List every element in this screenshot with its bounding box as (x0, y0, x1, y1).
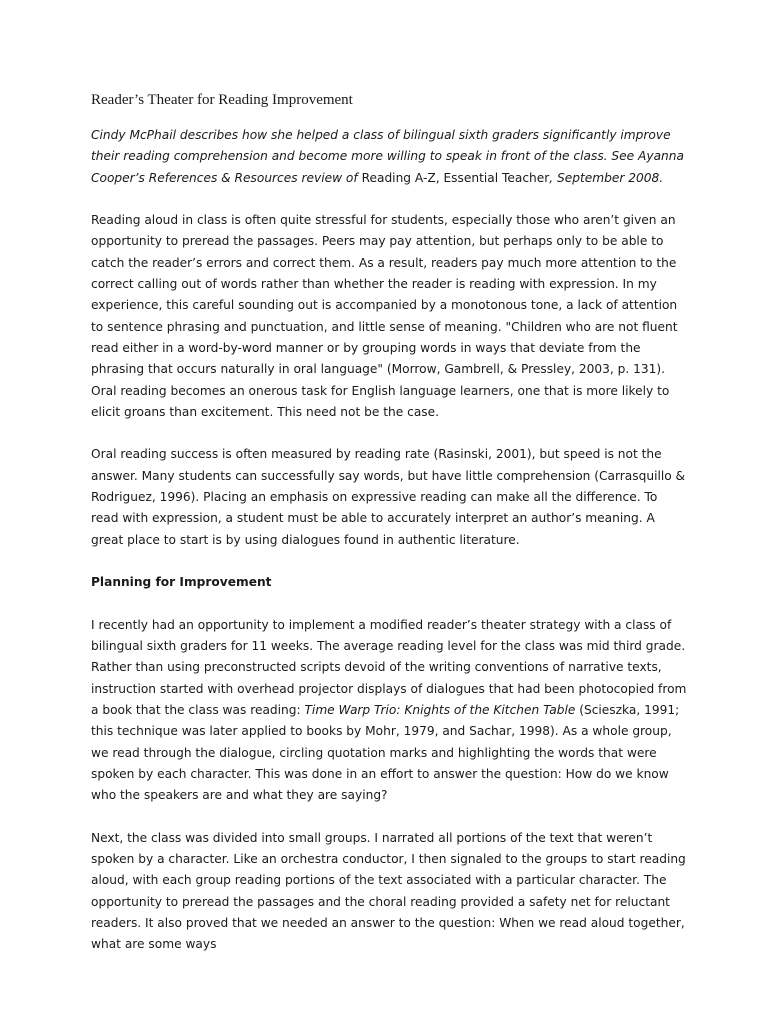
intro-separator: , (435, 170, 444, 185)
paragraph-3-text-end: (Scieszka, 1991; this technique was later applied to books by Mohr, 1979, and Sachar, 1998). As a whole group, we read through the dialogue, circling quotation marks and highlighting the words that were spoken by each character. This was done in an effort to answer the question: How do we know who the speakers are and what they are saying? (91, 703, 680, 803)
intro-paragraph (91, 125, 688, 189)
intro-reading-az: Reading A-Z (361, 170, 436, 185)
body-paragraph-4: Next, the class was divided into small groups. I narrated all portions of the text that weren’t spoken by a character. Like an orchestra conductor, I then signaled to the groups to start reading aloud, with each group reading portions of the text associated with a particular character. The opportunity to preread the passages and the choral reading provided a safety net for reluctant readers. It also proved that we needed an answer to the question: When we read aloud together, what are some ways (91, 830, 686, 952)
body-paragraph-2: Oral reading success is often measured by reading rate (Rasinski, 2001), but speed is not the answer. Many students can successfully say words, but have little comprehension (Carrasquillo & Rodriguez, 1996). Placing an emphasis on expressive reading can make all the difference. To read with expression, a student must be able to accurately interpret an author’s meaning. A great place to start is by using dialogues found in authentic literature. (91, 447, 686, 547)
article-title: Reader’s Theater for Reading Improvement (91, 92, 353, 108)
book-title: Time Warp Trio: Knights of the Kitchen Table (304, 703, 576, 718)
intro-text: Cindy McPhail describes how she helped a class of bilingual sixth graders significantly improve their reading comprehension and become more willing to speak in front of the class. See Ayanna Cooper’s References & Resources review of (91, 128, 684, 185)
intro-essential-teacher: Essential Teacher (443, 170, 550, 185)
section-heading-planning: Planning for Improvement (91, 575, 272, 590)
body-paragraph-1: Reading aloud in class is often quite stressful for students, especially those who aren’t given an opportunity to preread the passages. Peers may pay attention, but perhaps only to be able to catch the reader’s errors and correct them. As a result, readers pay much more attention to the correct calling out of words rather than whether the reader is reading with expression. In my experience, this careful sounding out is accompanied by a monotonous tone, a lack of attention to sentence phrasing and punctuation, and little sense of meaning. "Children who are not fluent read either in a word-by-word manner or by grouping words in ways that deviate from the phrasing that occurs naturally in oral language" (Morrow, Gambrell, & Pressley, 2003, p. 131). Oral reading becomes an onerous task for English language learners, one that is more likely to elicit groans than excitement. This need not be the case. (91, 213, 678, 419)
paragraph-3-text-start: I recently had an opportunity to implement a modified reader’s theater strategy with a class of bilingual sixth graders for 11 weeks. The average reading level for the class was mid third grade. Rather than using preconstructed scripts devoid of the writing conventions of narrative texts, instruction started with overhead projector displays of dialogues that had been photocopied from a book that the class was reading: (91, 617, 687, 718)
body-paragraph-3 (91, 615, 688, 807)
intro-date: , September 2008. (549, 170, 664, 185)
